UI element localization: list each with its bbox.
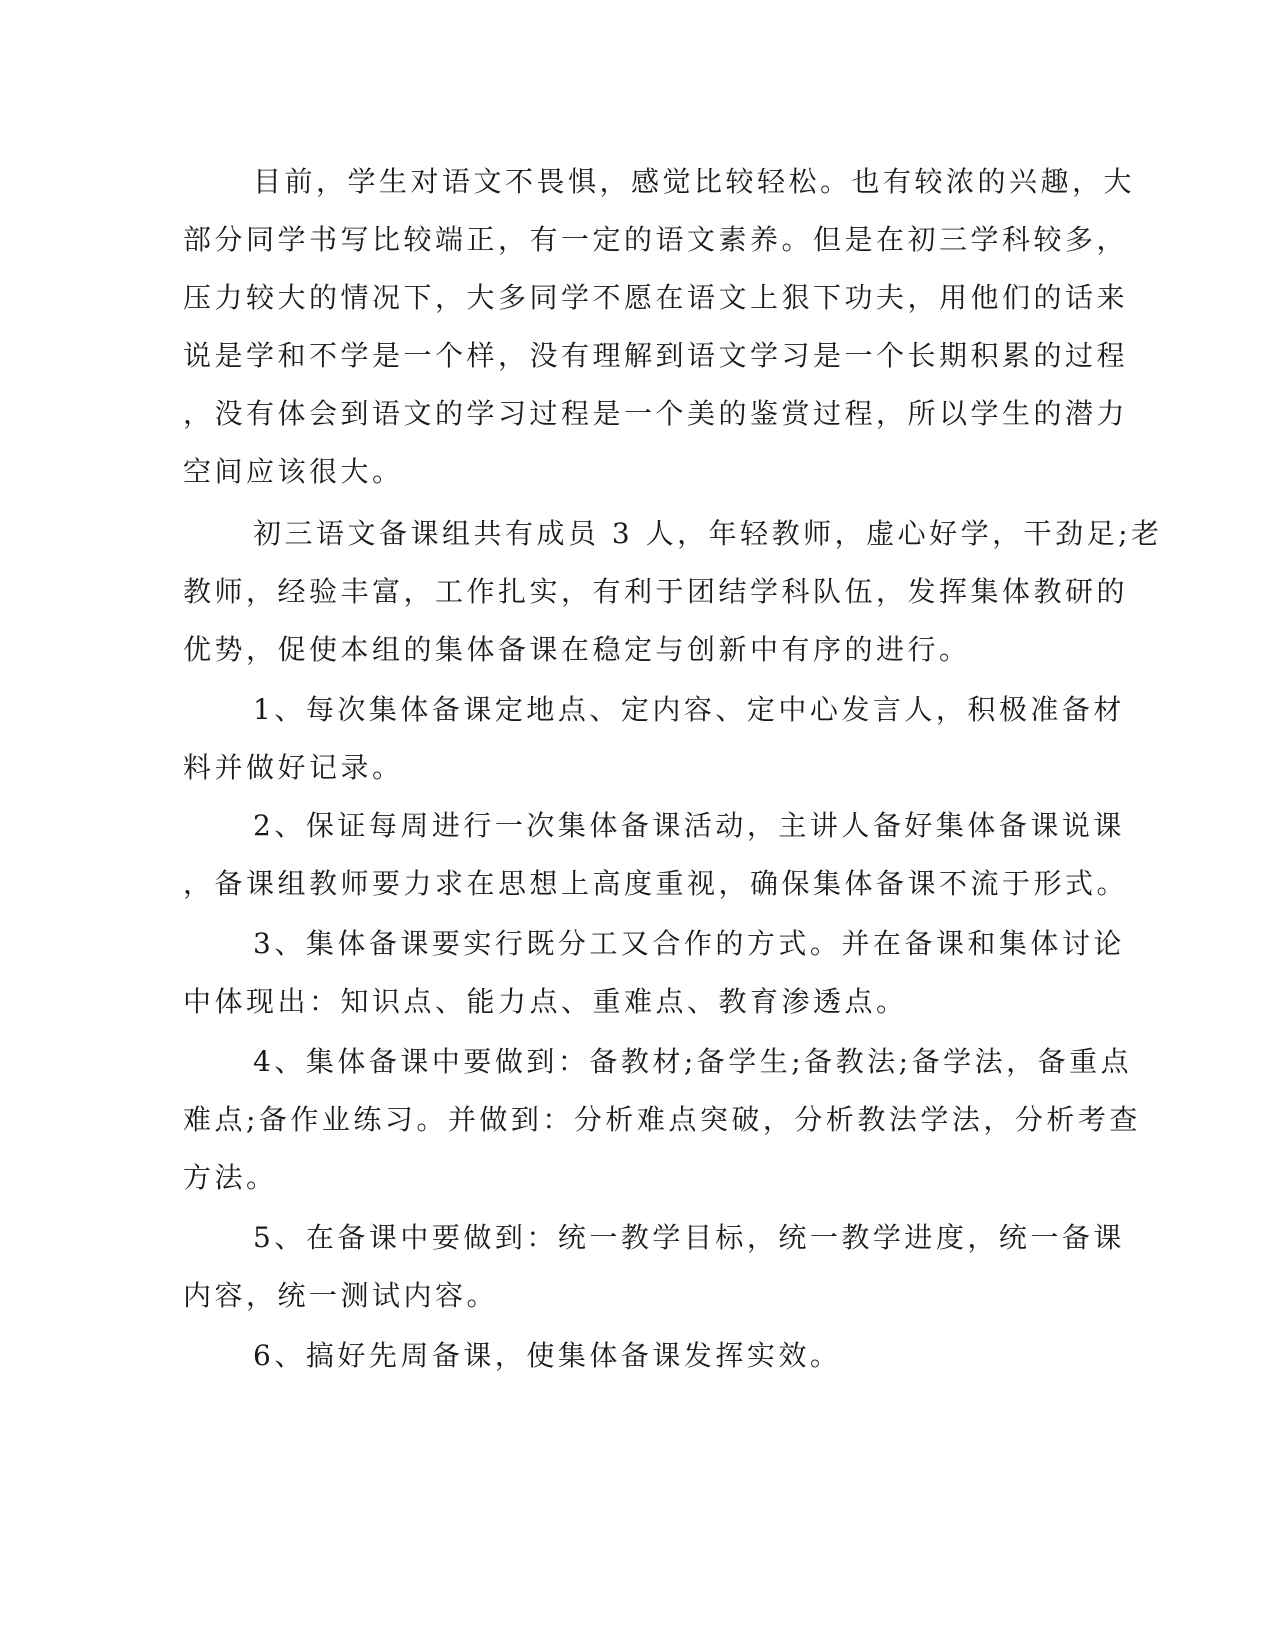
item-3-line-1: 3、集体备课要实行既分工又合作的方式。并在备课和集体讨论	[253, 927, 1125, 960]
paragraph-1-line-3: 压力较大的情况下，大多同学不愿在语文上狠下功夫，用他们的话来	[183, 281, 1129, 314]
paragraph-1-line-2: 部分同学书写比较端正，有一定的语文素养。但是在初三学科较多，	[183, 223, 1129, 256]
item-5-line-2: 内容，统一测试内容。	[183, 1279, 499, 1312]
paragraph-1-line-6: 空间应该很大。	[183, 455, 404, 488]
item-1-line-1: 1、每次集体备课定地点、定内容、定中心发言人，积极准备材	[253, 693, 1125, 726]
item-1-line-2: 料并做好记录。	[183, 751, 404, 784]
item-5-line-1: 5、在备课中要做到：统一教学目标，统一教学进度，统一备课	[253, 1221, 1125, 1254]
item-6-line-1: 6、搞好先周备课，使集体备课发挥实效。	[253, 1339, 842, 1372]
item-4-line-2: 难点;备作业练习。并做到：分析难点突破，分析教法学法，分析考查	[183, 1103, 1141, 1136]
paragraph-2-line-2: 教师，经验丰富，工作扎实，有利于团结学科队伍，发挥集体教研的	[183, 575, 1129, 608]
paragraph-1-line-5: ，没有体会到语文的学习过程是一个美的鉴赏过程，所以学生的潜力	[183, 397, 1129, 430]
item-2-line-2: ，备课组教师要力求在思想上高度重视，确保集体备课不流于形式。	[183, 867, 1129, 900]
paragraph-1-line-1: 目前，学生对语文不畏惧，感觉比较轻松。也有较浓的兴趣，大	[253, 165, 1136, 198]
item-2-line-1: 2、保证每周进行一次集体备课活动，主讲人备好集体备课说课	[253, 809, 1125, 842]
paragraph-2-line-1: 初三语文备课组共有成员 3 人，年轻教师，虚心好学，干劲足;老	[253, 517, 1163, 550]
paragraph-2-line-3: 优势，促使本组的集体备课在稳定与创新中有序的进行。	[183, 633, 971, 666]
item-3-line-2: 中体现出：知识点、能力点、重难点、教育渗透点。	[183, 985, 908, 1018]
item-4-line-1: 4、集体备课中要做到：备教材;备学生;备教法;备学法，备重点	[253, 1045, 1133, 1078]
item-4-line-3: 方法。	[183, 1161, 278, 1194]
paragraph-1-line-4: 说是学和不学是一个样，没有理解到语文学习是一个长期积累的过程	[183, 339, 1129, 372]
